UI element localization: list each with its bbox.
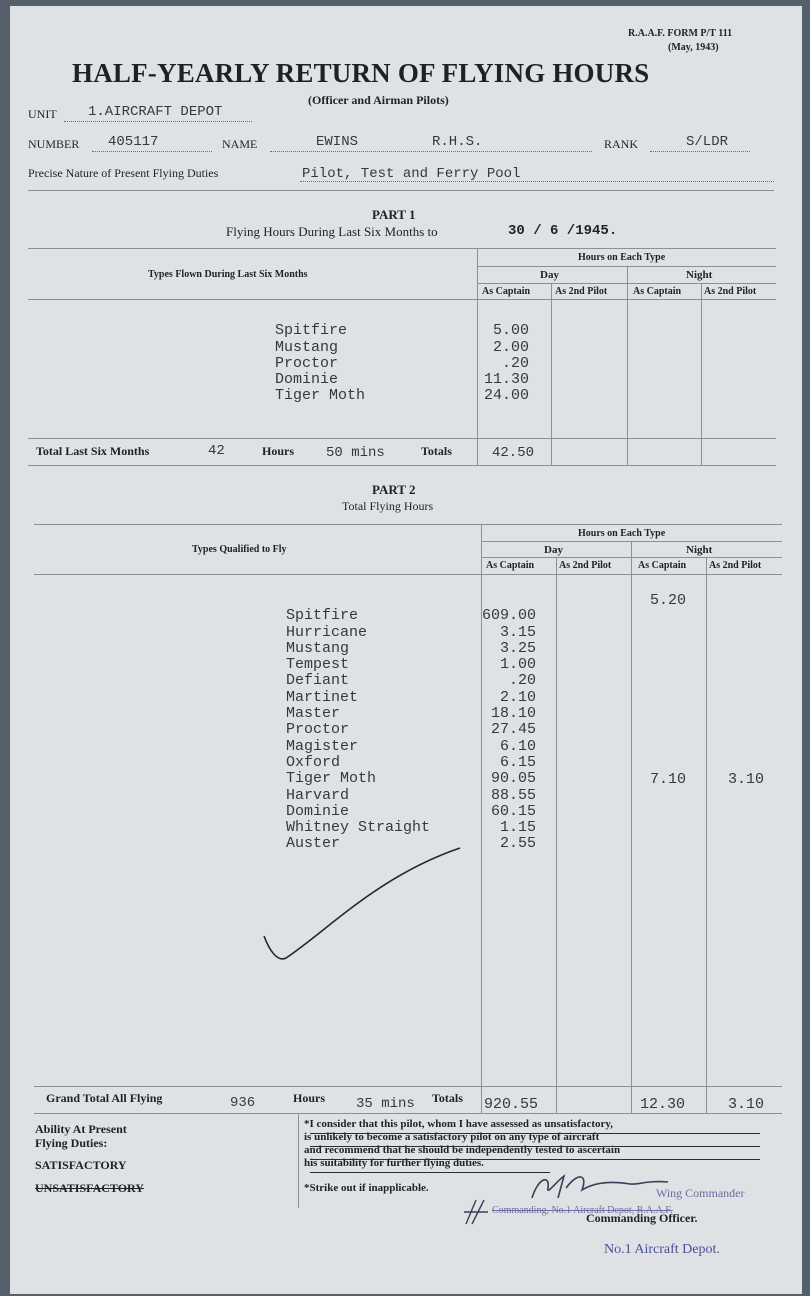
list-item: 60.15 [482,802,537,820]
form-subtitle: (Officer and Airman Pilots) [308,93,449,107]
part2-day-captain-list [482,592,536,869]
list-item: 3.25 [482,639,537,657]
rank-label: RANK [604,137,639,151]
part1-totals-day-captain: 42.50 [492,445,535,461]
unit-value: 1.AIRCRAFT DEPOT [88,104,223,120]
statement-line: is unlikely to become a satisfactory pilot on any type of aircraft [304,1131,600,1143]
rank-value: S/LDR [686,134,729,150]
list-item: Tempest [286,656,350,674]
list-item: Tiger Moth [275,387,366,405]
night-captain-spitfire: 5.20 [650,592,687,609]
part1-date: 30 / 6 /1945. [508,223,618,239]
list-item: Mustang [286,639,350,657]
night-2nd-harvard: 3.10 [728,771,765,788]
list-item: Dominie [275,371,339,389]
part2-heading: PART 2 [372,482,416,497]
part2-hours-header: Hours on Each Type [578,528,666,539]
list-item: 27.45 [482,721,537,739]
list-item: .20 [482,672,537,690]
tick-mark-icon [258,846,464,966]
part1-col-day-captain: As Captain [482,286,531,297]
part1-col-night-captain: As Captain [633,286,682,297]
grand-total-night-2nd: 3.10 [728,1096,765,1113]
unit-label: UNIT [28,107,57,121]
list-item: Oxford [286,753,341,771]
unsatisfactory-option: UNSATISFACTORY [35,1181,144,1195]
list-item: .20 [484,354,530,372]
satisfactory-option: SATISFACTORY [35,1158,127,1172]
form-date: (May, 1943) [668,42,719,53]
part2-day-label: Day [544,544,563,556]
list-item: Defiant [286,672,350,690]
list-item: Tiger Moth [286,770,377,788]
part1-total-label: Total Last Six Months [36,444,150,458]
part2-types-list [286,592,430,869]
list-item: Magister [286,737,359,755]
commanding-officer-label: Commanding Officer. [586,1211,698,1225]
form-title: HALF-YEARLY RETURN OF FLYING HOURS [72,58,650,88]
list-item: Martinet [286,688,359,706]
depot-stamp: No.1 Aircraft Depot. [604,1242,720,1257]
part1-night-label: Night [686,269,713,281]
part1-subheading: Flying Hours During Last Six Months to [226,224,438,239]
grand-total-hours-label: Hours [293,1091,326,1105]
name-value: EWINS [316,134,359,150]
scribble-mark-icon [462,1198,490,1228]
list-item: 2.00 [484,338,530,356]
part2-col-day-captain: As Captain [486,560,535,571]
part2-col-night-captain: As Captain [638,560,687,571]
part2-col-night-2nd: As 2nd Pilot [709,560,762,571]
part1-heading: PART 1 [372,207,416,222]
stamp-unit: Commanding, No.1 Aircraft Depot, R.A.A.F. [492,1205,673,1216]
part2-night-label: Night [686,544,713,556]
grand-total-hours: 936 [230,1095,256,1111]
part1-day-captain-list [484,307,529,421]
list-item: 2.10 [482,688,537,706]
list-item: 5.00 [484,322,530,340]
list-item: Spitfire [275,322,348,340]
list-item: 11.30 [484,371,530,389]
part1-col-day-2nd: As 2nd Pilot [555,286,608,297]
list-item: 88.55 [482,786,537,804]
statement-line: *I consider that this pilot, whom I have assessed as unsatisfactory, [304,1118,614,1130]
list-item: Dominie [286,802,350,820]
list-item: 2.55 [482,835,537,853]
part1-types-list [275,307,365,421]
list-item: 1.00 [482,656,537,674]
list-item: 18.10 [482,705,537,723]
ability-label-1: Ability At Present [35,1122,127,1136]
part2-types-header: Types Qualified to Fly [192,544,287,555]
duties-value: Pilot, Test and Ferry Pool [302,166,521,182]
list-item: Spitfire [286,607,359,625]
list-item: Hurricane [286,623,368,641]
grand-total-label: Grand Total All Flying [46,1091,163,1105]
part1-total-mins: 50 mins [326,445,385,461]
part1-totals-label: Totals [421,444,452,458]
part1-day-label: Day [540,269,559,281]
list-item: Master [286,705,341,723]
number-label: NUMBER [28,137,80,151]
grand-total-mins: 35 mins [356,1096,415,1112]
list-item: Proctor [286,721,350,739]
grand-total-totals-label: Totals [432,1091,463,1105]
form-id: R.A.A.F. FORM P/T 111 [628,28,733,39]
number-value: 405117 [108,134,159,150]
statement-line: his suitability for further flying duties. [304,1157,484,1169]
night-captain-harvard: 7.10 [650,771,687,788]
part1-hours-header: Hours on Each Type [578,252,666,263]
list-item: Mustang [275,338,339,356]
list-item: 24.00 [484,387,530,405]
list-item: 1.15 [482,819,537,837]
list-item: Harvard [286,786,350,804]
part1-types-header: Types Flown During Last Six Months [148,269,308,280]
stamp-rank: Wing Commander [656,1186,745,1200]
part1-hours-label: Hours [262,444,295,458]
list-item: 609.00 [482,607,537,625]
strike-note: *Strike out if inapplicable. [304,1182,429,1194]
statement-line: and recommend that he should be independently tested to ascertain [304,1144,621,1156]
list-item: 90.05 [482,770,537,788]
assessment-statement [304,1118,620,1170]
grand-total-night-captain: 12.30 [640,1096,686,1113]
duties-label: Precise Nature of Present Flying Duties [28,166,219,180]
list-item: Whitney Straight [286,819,431,837]
name-label: NAME [222,137,258,151]
list-item: 3.15 [482,623,537,641]
grand-total-day-captain: 920.55 [484,1096,539,1113]
part2-col-day-2nd: As 2nd Pilot [559,560,612,571]
list-item: Proctor [275,354,339,372]
initials-value: R.H.S. [432,134,483,150]
part1-col-night-2nd: As 2nd Pilot [704,286,757,297]
part1-total-hours: 42 [208,443,225,459]
list-item: 6.15 [482,753,537,771]
list-item: Auster [286,835,341,853]
ability-label-2: Flying Duties: [35,1136,108,1150]
list-item: 6.10 [482,737,537,755]
part2-subheading: Total Flying Hours [342,499,434,513]
